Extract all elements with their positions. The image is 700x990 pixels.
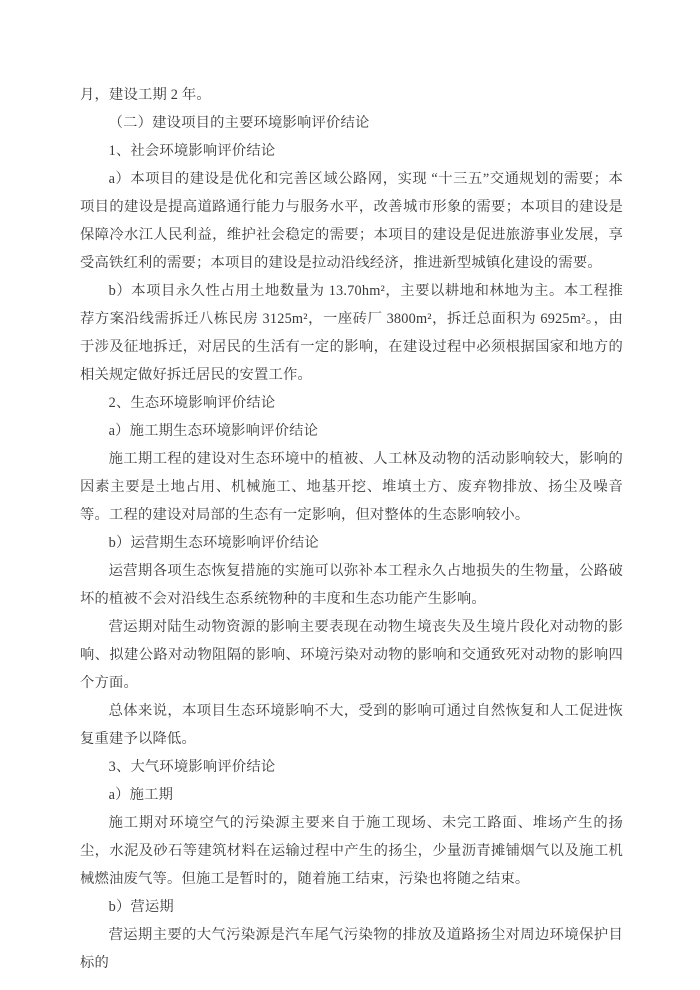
paragraph-eco-summary: 总体来说，本项目生态环境影响不大，受到的影响可通过自然恢复和人工促进恢复重建予以降低。 xyxy=(80,703,623,747)
heading-eco-env-conclusion: 2、生态环境影响评价结论 xyxy=(108,395,276,411)
heading-air-construction-period: a）施工期 xyxy=(108,787,174,803)
heading-air-env-conclusion: 3、大气环境影响评价结论 xyxy=(108,759,276,775)
paragraph-eco-construction: 施工期工程的建设对生态环境中的植被、人工林及动物的活动影响较大，影响的因素主要是土地占用、机械施工、地基开挖、堆填土方、废弃物排放、扬尘及噪音等。工程的建设对局部的生态有一定影响，但对整体的生态影响较小。 xyxy=(80,451,623,523)
heading-eco-operation-period: b）运营期生态环境影响评价结论 xyxy=(108,535,319,551)
paragraph-eco-operation-restore: 运营期各项生态恢复措施的实施可以弥补本工程永久占地损失的生物量，公路破坏的植被不会对沿线生态系统物种的丰度和生态功能产生影响。 xyxy=(80,563,623,607)
paragraph-social-b: b）本项目永久性占用土地数量为 13.70hm²，主要以耕地和林地为主。本工程推荐方案沿线需拆迁八栋民房 3125m²，一座砖厂 3800m²，拆迁总面积为 6925m²。，由于涉及征地拆迁，对居民的生活有一定的影响，在建设过程中必须根据国家和地方的相关规定做好拆迁居民的安置工作。 xyxy=(80,283,623,383)
heading-eco-construction-period: a）施工期生态环境影响评价结论 xyxy=(108,423,319,439)
heading-section-2: （二）建设项目的主要环境影响评价结论 xyxy=(108,115,370,131)
heading-air-operation-period: b）营运期 xyxy=(108,899,174,915)
paragraph-air-construction: 施工期对环境空气的污染源主要来自于施工现场、未完工路面、堆场产生的扬尘，水泥及砂石等建筑材料在运输过程中产生的扬尘，少量沥青摊铺烟气以及施工机械燃油废气等。但施工是暂时的，随着施工结束，污染也将随之结束。 xyxy=(80,815,623,887)
paragraph-eco-operation-wildlife: 营运期对陆生动物资源的影响主要表现在动物生境丧失及生境片段化对动物的影响、拟建公路对动物阻隔的影响、环境污染对动物的影响和交通致死对动物的影响四个方面。 xyxy=(80,619,623,691)
heading-social-env-conclusion: 1、社会环境影响评价结论 xyxy=(108,143,276,159)
paragraph-continuation: 月，建设工期 2 年。 xyxy=(80,87,211,103)
paragraph-air-operation: 营运期主要的大气污染源是汽车尾气污染物的排放及道路扬尘对周边环境保护目标的 xyxy=(80,927,623,971)
paragraph-social-a: a）本项目的建设是优化和完善区域公路网，实现 “十三五”交通规划的需要；本项目的建设是提高道路通行能力与服务水平，改善城市形象的需要；本项目的建设是保障冷水江人民利益，维护社会稳定的需要；本项目的建设是促进旅游事业发展，享受高铁红利的需要；本项目的建设是拉动沿线经济，推进新型城镇化建设的需要。 xyxy=(80,171,623,271)
